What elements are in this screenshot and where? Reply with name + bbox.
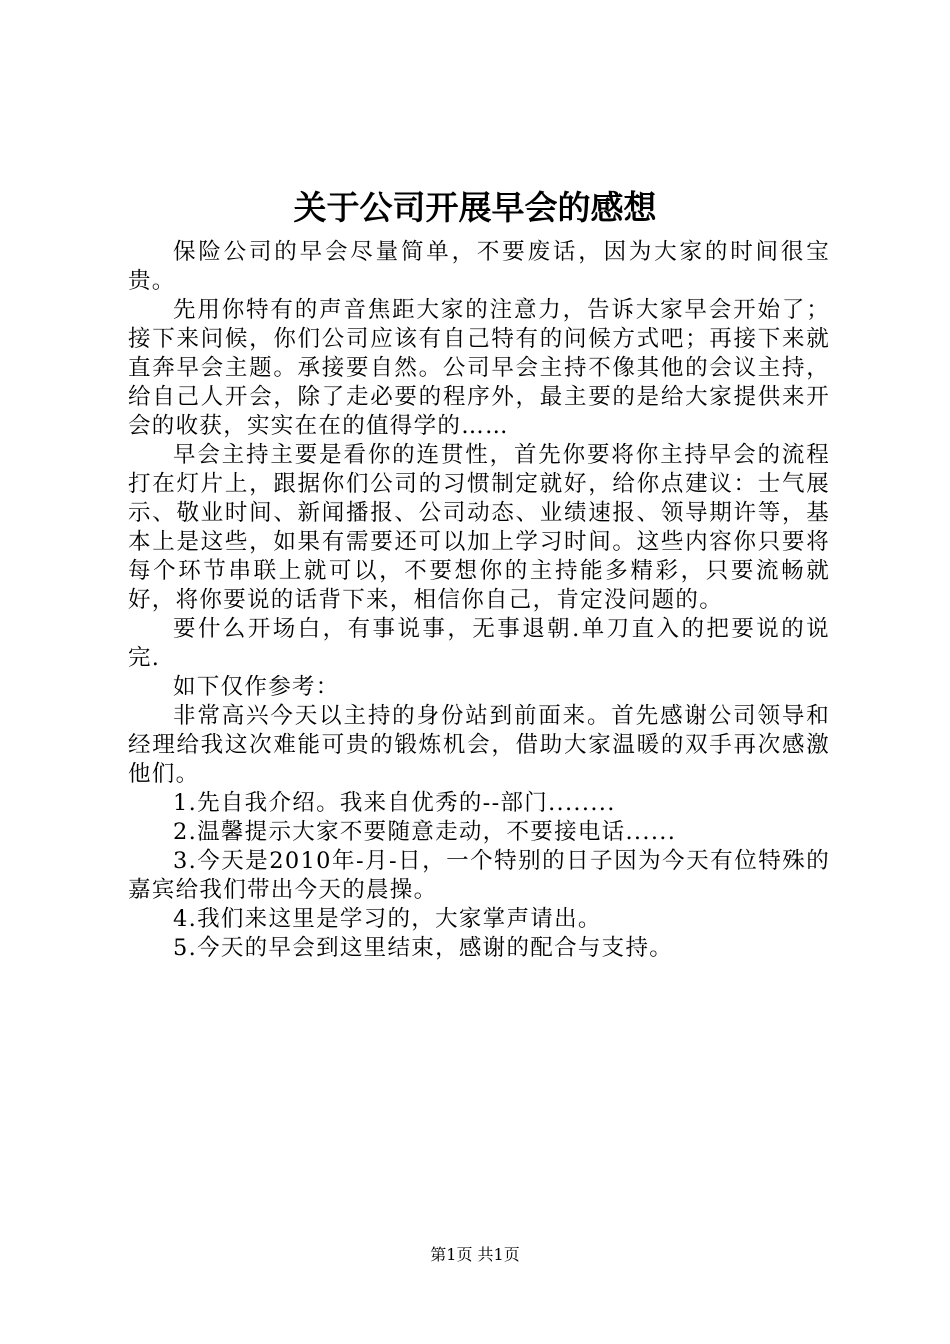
list-item-4: 4.我们来这里是学习的，大家掌声请出。 [173,906,602,932]
list-item-3: 3.今天是2010年-月-日，一个特别的日子因为今天有位特殊的嘉宾给我们带出今天的晨操。 [128,848,830,903]
paragraph-4: 要什么开场白，有事说事，无事退朝.单刀直入的把要说的说完. [128,616,830,671]
list-item-5: 5.今天的早会到这里结束，感谢的配合与支持。 [173,935,674,961]
paragraph-1: 保险公司的早会尽量简单，不要废话，因为大家的时间很宝贵。 [128,239,830,294]
list-item-1: 1.先自我介绍。我来自优秀的--部门........ [173,790,616,816]
paragraph-6: 非常高兴今天以主持的身份站到前面来。首先感谢公司领导和经理给我这次难能可贵的锻炼机会，借助大家温暖的双手再次感激他们。 [128,703,830,787]
paragraph-2: 先用你特有的声音焦距大家的注意力，告诉大家早会开始了；接下来问候，你们公司应该有自己特有的问候方式吧；再接下来就直奔早会主题。承接要自然。公司早会主持不像其他的会议主持，给自己人开会，除了走必要的程序外，最主要的是给大家提供来开会的收获，实实在在的值得学的…… [128,297,830,439]
document-title: 关于公司开展早会的感想 [293,188,657,227]
paragraph-3: 早会主持主要是看你的连贯性，首先你要将你主持早会的流程打在灯片上，跟据你们公司的习惯制定就好，给你点建议：士气展示、敬业时间、新闻播报、公司动态、业绩速报、领导期许等，基本上是这些，如果有需要还可以加上学习时间。这些内容你只要将每个环节串联上就可以，不要想你的主持能多精彩，只要流畅就好，将你要说的话背下来，相信你自己，肯定没问题的。 [128,442,830,613]
list-item-2: 2.温馨提示大家不要随意走动，不要接电话...... [173,819,677,845]
document-body [128,238,830,963]
page-footer: 第1页 共1页 [430,1245,520,1264]
paragraph-5: 如下仅作参考： [173,674,340,700]
